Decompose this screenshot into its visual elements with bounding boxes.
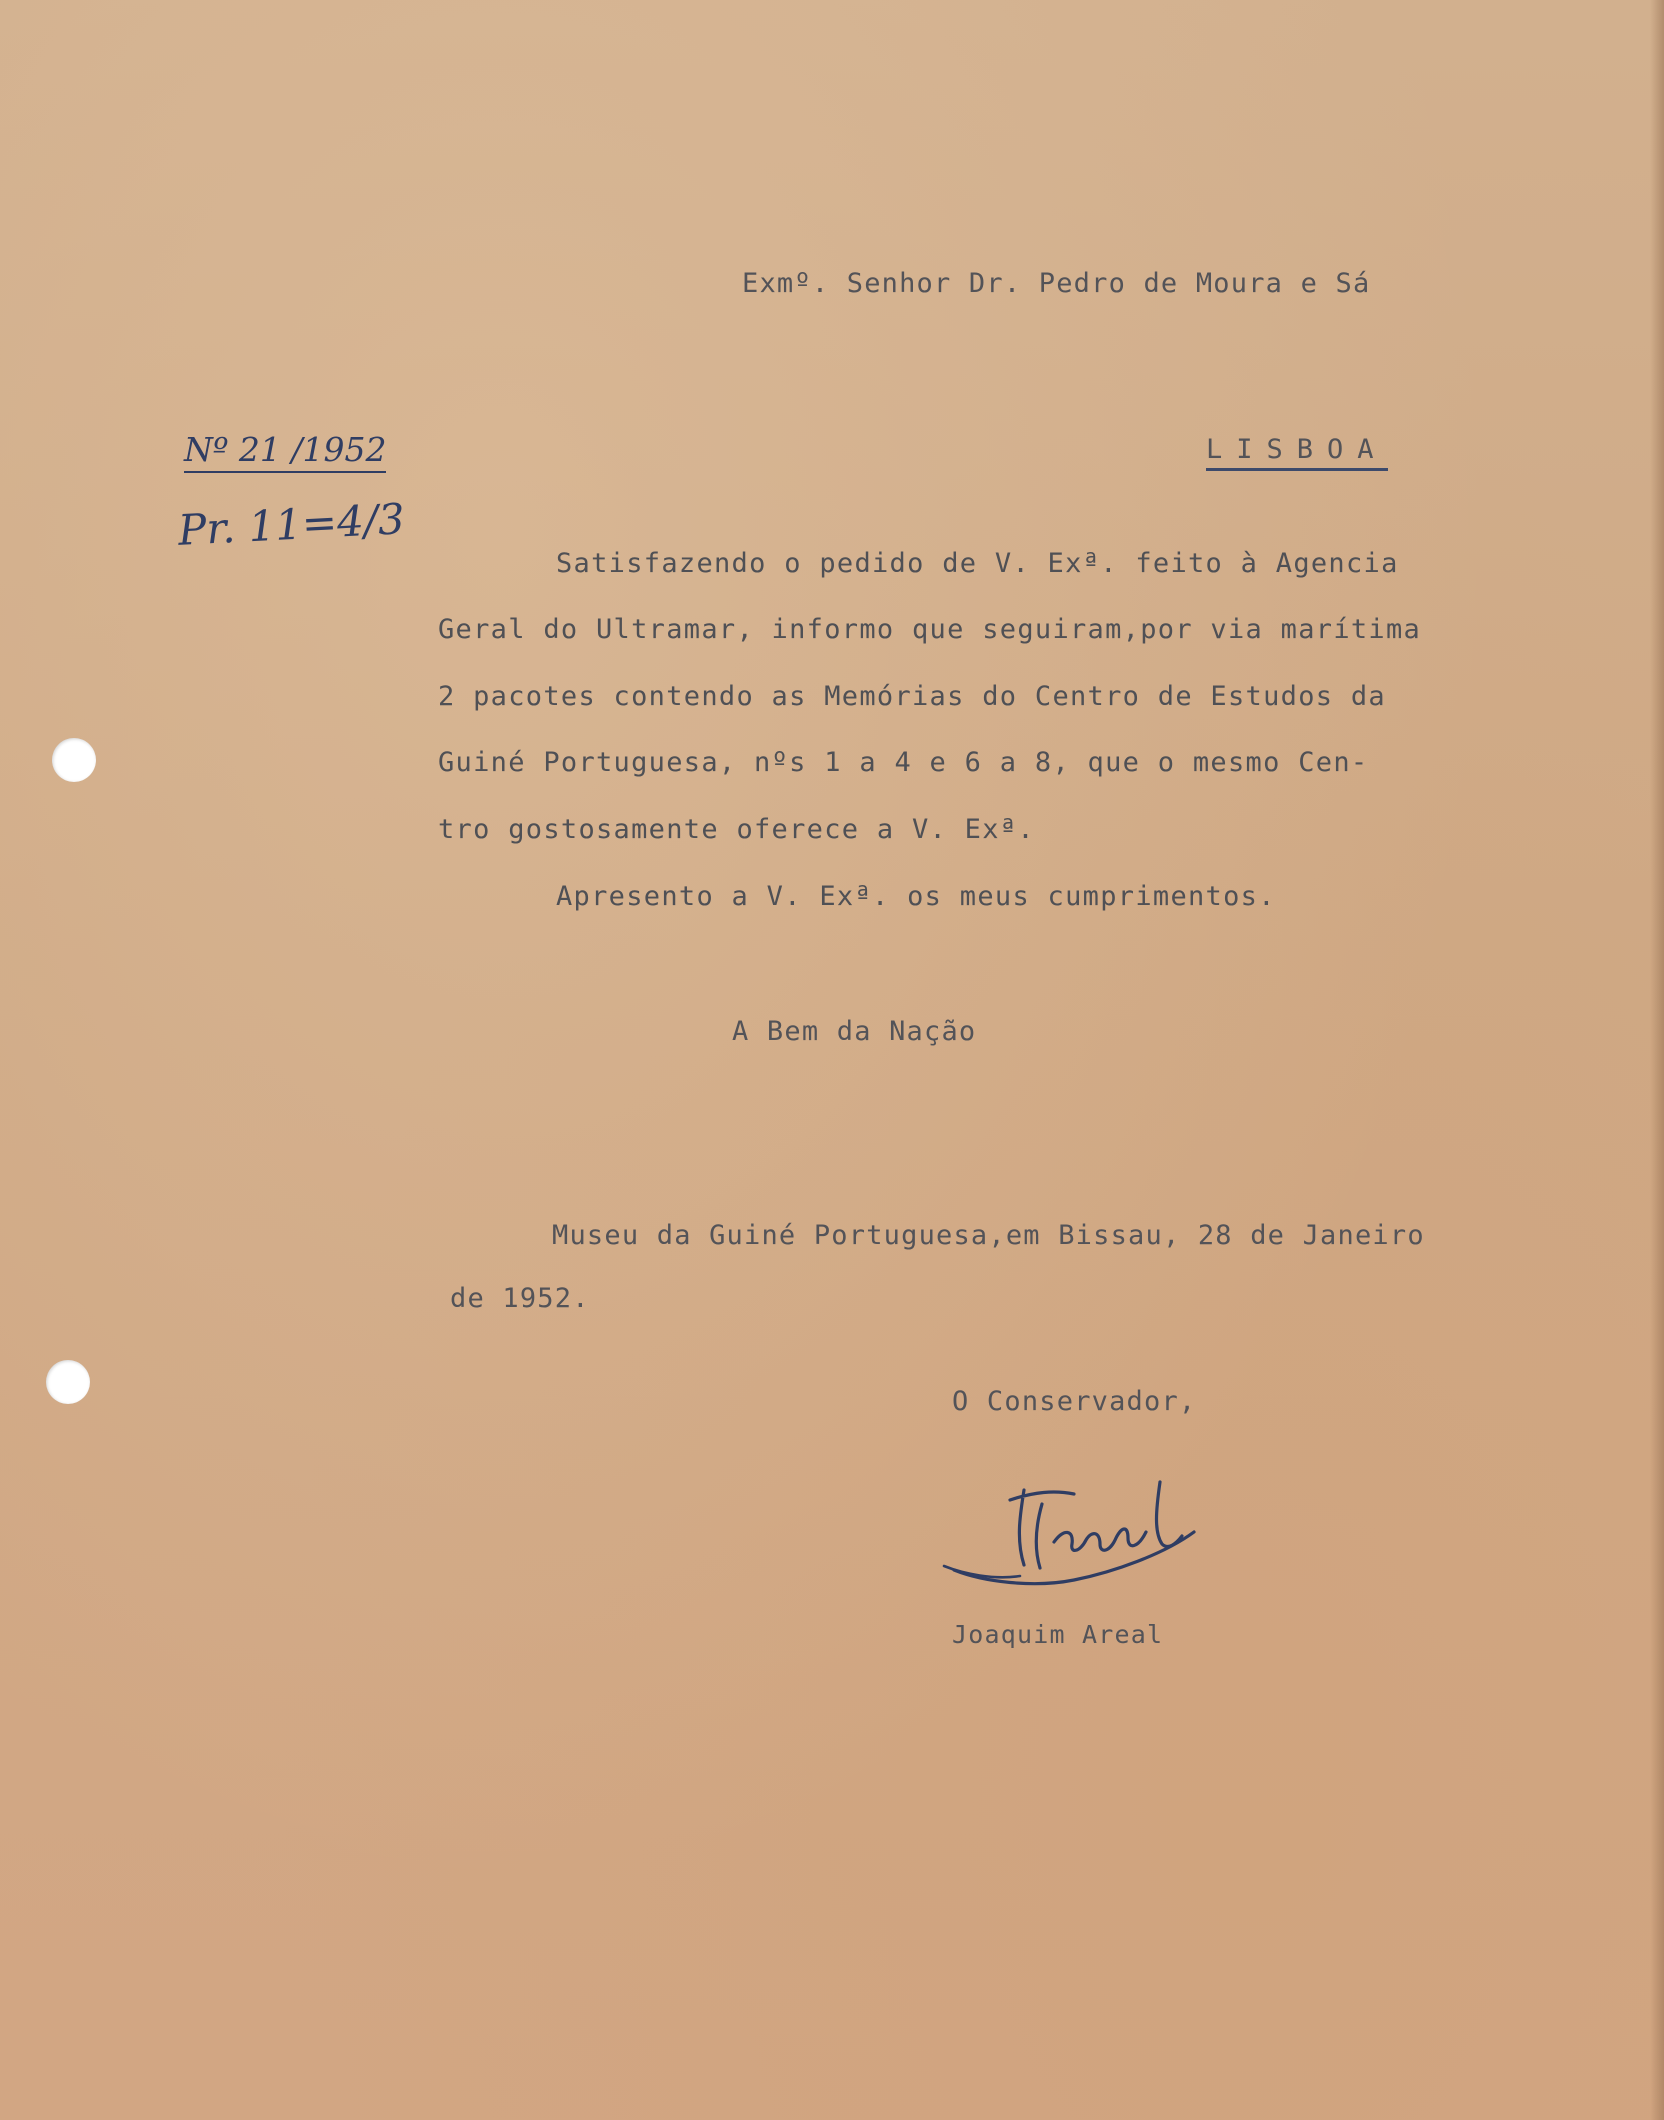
body-line: Guiné Portuguesa, nºs 1 a 4 e 6 a 8, que o mesmo Cen- bbox=[438, 747, 1369, 778]
body-line: 2 pacotes contendo as Memórias do Centro de Estudos da bbox=[438, 681, 1386, 712]
body-line: tro gostosamente oferece a V. Exª. bbox=[438, 814, 1035, 845]
body-line: Apresento a V. Exª. os meus cumprimentos. bbox=[556, 881, 1276, 912]
body-line: Satisfazendo o pedido de V. Exª. feito à Agencia bbox=[556, 548, 1399, 579]
reference-number: Nº 21 /1952 bbox=[184, 430, 386, 473]
signer-name: Joaquim Areal bbox=[952, 1620, 1164, 1649]
page-edge-shadow bbox=[1650, 0, 1664, 2120]
signer-title: O Conservador, bbox=[952, 1386, 1197, 1417]
addressee-line: Exmº. Senhor Dr. Pedro de Moura e Sá bbox=[742, 268, 1371, 299]
place-date-line: de 1952. bbox=[450, 1283, 590, 1314]
punch-hole-lower bbox=[46, 1360, 90, 1404]
city-heading: LISBOA bbox=[1206, 434, 1388, 471]
place-date-line: Museu da Guiné Portuguesa,em Bissau, 28 de Janeiro bbox=[552, 1220, 1425, 1251]
punch-hole-upper bbox=[52, 738, 96, 782]
body-line: Geral do Ultramar, informo que seguiram,por via marítima bbox=[438, 614, 1422, 645]
handwritten-signature bbox=[924, 1470, 1214, 1600]
closing-salutation: A Bem da Nação bbox=[732, 1016, 977, 1047]
reference-note: Pr. 11=4/3 bbox=[176, 494, 406, 555]
